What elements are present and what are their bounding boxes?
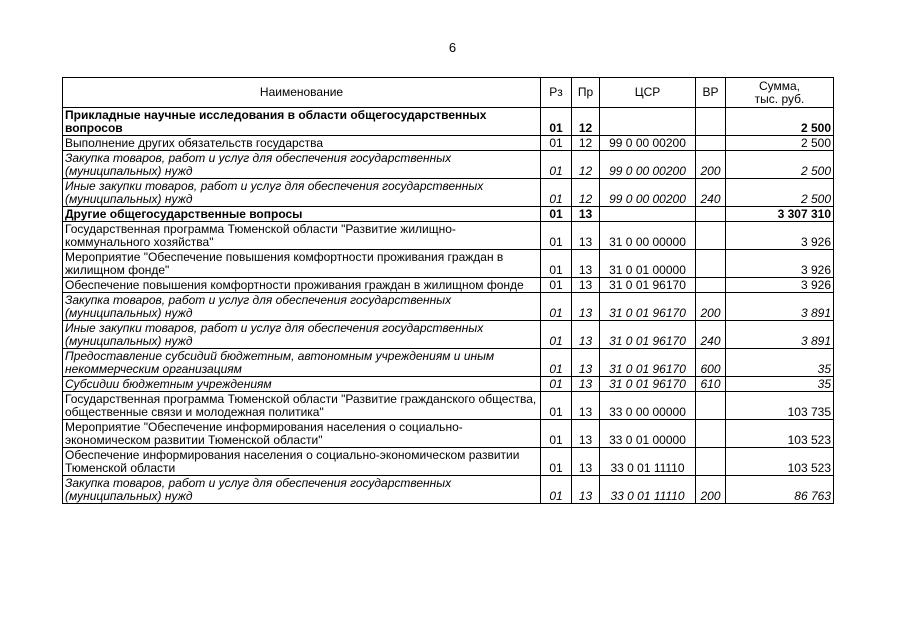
cell-pr: 13 [572,448,600,476]
cell-csr: 31 0 01 00000 [600,250,696,278]
cell-name: Обеспечение повышения комфортности проживания граждан в жилищном фонде [63,278,541,293]
cell-rz: 01 [541,250,572,278]
table-row [63,278,834,293]
header-row [63,78,834,108]
cell-pr: 13 [572,420,600,448]
cell-vr: 200 [696,476,726,504]
table-row [63,207,834,222]
cell-pr: 12 [572,108,600,136]
cell-name: Закупка товаров, работ и услуг для обеспечения государственных (муниципальных) нужд [63,476,541,504]
cell-sum: 3 891 [726,293,834,321]
cell-name: Закупка товаров, работ и услуг для обеспечения государственных (муниципальных) нужд [63,151,541,179]
cell-sum: 3 926 [726,278,834,293]
cell-pr: 13 [572,278,600,293]
cell-rz: 01 [541,420,572,448]
cell-pr: 13 [572,250,600,278]
page-number: 6 [448,40,457,55]
cell-vr [696,207,726,222]
cell-name: Иные закупки товаров, работ и услуг для обеспечения государственных (муниципальных) нужд [63,321,541,349]
header-sum-line1: Сумма, [758,78,801,93]
cell-rz: 01 [541,222,572,250]
cell-sum: 103 735 [726,392,834,420]
cell-sum: 3 926 [726,222,834,250]
cell-vr: 200 [696,151,726,179]
cell-vr [696,250,726,278]
header-vr: ВР [696,78,726,108]
cell-rz: 01 [541,293,572,321]
cell-sum: 103 523 [726,420,834,448]
cell-name: Обеспечение информирования населения о социально-экономическом развитии Тюменской области [63,448,541,476]
table-row [63,377,834,392]
cell-rz: 01 [541,321,572,349]
cell-sum: 3 891 [726,321,834,349]
cell-vr [696,448,726,476]
cell-pr: 13 [572,321,600,349]
cell-rz: 01 [541,136,572,151]
cell-csr: 99 0 00 00200 [600,179,696,207]
cell-vr [696,278,726,293]
cell-pr: 12 [572,136,600,151]
cell-csr: 33 0 00 00000 [600,392,696,420]
cell-sum: 86 763 [726,476,834,504]
cell-pr: 13 [572,293,600,321]
table-row [63,321,834,349]
cell-rz: 01 [541,108,572,136]
cell-csr: 33 0 01 00000 [600,420,696,448]
table-row [63,108,834,136]
table-row [63,476,834,504]
cell-sum: 103 523 [726,448,834,476]
cell-csr: 99 0 00 00200 [600,151,696,179]
cell-csr: 33 0 01 11110 [600,448,696,476]
table-row [63,250,834,278]
table-row [63,448,834,476]
cell-pr: 13 [572,222,600,250]
cell-csr: 31 0 01 96170 [600,293,696,321]
cell-sum: 35 [726,349,834,377]
header-name: Наименование [63,78,541,108]
cell-pr: 13 [572,207,600,222]
cell-name: Государственная программа Тюменской области "Развитие гражданского общества, общественные связи и молодежная политика" [63,392,541,420]
cell-sum: 3 307 310 [726,207,834,222]
table-row [63,349,834,377]
cell-rz: 01 [541,448,572,476]
cell-vr [696,108,726,136]
cell-pr: 12 [572,151,600,179]
cell-sum: 2 500 [726,108,834,136]
cell-vr [696,420,726,448]
table-row [63,293,834,321]
cell-name: Государственная программа Тюменской области "Развитие жилищно-коммунального хозяйства" [63,222,541,250]
cell-vr: 240 [696,321,726,349]
cell-csr: 31 0 00 00000 [600,222,696,250]
table-row [63,420,834,448]
cell-sum: 3 926 [726,250,834,278]
cell-rz: 01 [541,151,572,179]
cell-csr: 31 0 01 96170 [600,321,696,349]
cell-name: Иные закупки товаров, работ и услуг для обеспечения государственных (муниципальных) нужд [63,179,541,207]
cell-rz: 01 [541,476,572,504]
table-row [63,179,834,207]
cell-rz: 01 [541,349,572,377]
header-sum [726,78,834,108]
cell-rz: 01 [541,207,572,222]
cell-pr: 13 [572,392,600,420]
header-csr: ЦСР [600,78,696,108]
header-rz: Рз [541,78,572,108]
cell-vr [696,136,726,151]
header-sum-line2: тыс. руб. [754,91,805,106]
budget-table [62,77,834,504]
cell-pr: 13 [572,377,600,392]
cell-rz: 01 [541,392,572,420]
cell-sum: 35 [726,377,834,392]
cell-rz: 01 [541,377,572,392]
cell-name: Субсидии бюджетным учреждениям [63,377,541,392]
cell-vr [696,392,726,420]
cell-csr: 31 0 01 96170 [600,278,696,293]
cell-name: Выполнение других обязательств государства [63,136,541,151]
cell-rz: 01 [541,278,572,293]
cell-pr: 12 [572,179,600,207]
table-body [63,108,834,504]
cell-name: Другие общегосударственные вопросы [63,207,541,222]
cell-vr: 240 [696,179,726,207]
cell-csr: 31 0 01 96170 [600,349,696,377]
cell-name: Мероприятие "Обеспечение повышения комфортности проживания граждан в жилищном фонде" [63,250,541,278]
cell-csr [600,207,696,222]
cell-name: Мероприятие "Обеспечение информирования населения о социально-экономическом развитии Тюменской области" [63,420,541,448]
table-row [63,136,834,151]
cell-csr: 99 0 00 00200 [600,136,696,151]
cell-name: Закупка товаров, работ и услуг для обеспечения государственных (муниципальных) нужд [63,293,541,321]
cell-csr [600,108,696,136]
table-row [63,392,834,420]
cell-vr: 610 [696,377,726,392]
cell-rz: 01 [541,179,572,207]
table-row [63,151,834,179]
table-header [63,78,834,108]
header-pr: Пр [572,78,600,108]
cell-pr: 13 [572,349,600,377]
cell-sum: 2 500 [726,151,834,179]
cell-name: Предоставление субсидий бюджетным, автономным учреждениям и иным некоммерческим организациям [63,349,541,377]
cell-sum: 2 500 [726,136,834,151]
cell-vr [696,222,726,250]
cell-csr: 33 0 01 11110 [600,476,696,504]
cell-sum: 2 500 [726,179,834,207]
table-row [63,222,834,250]
cell-vr: 200 [696,293,726,321]
cell-pr: 13 [572,476,600,504]
cell-vr: 600 [696,349,726,377]
cell-csr: 31 0 01 96170 [600,377,696,392]
cell-name: Прикладные научные исследования в области общегосударственных вопросов [63,108,541,136]
